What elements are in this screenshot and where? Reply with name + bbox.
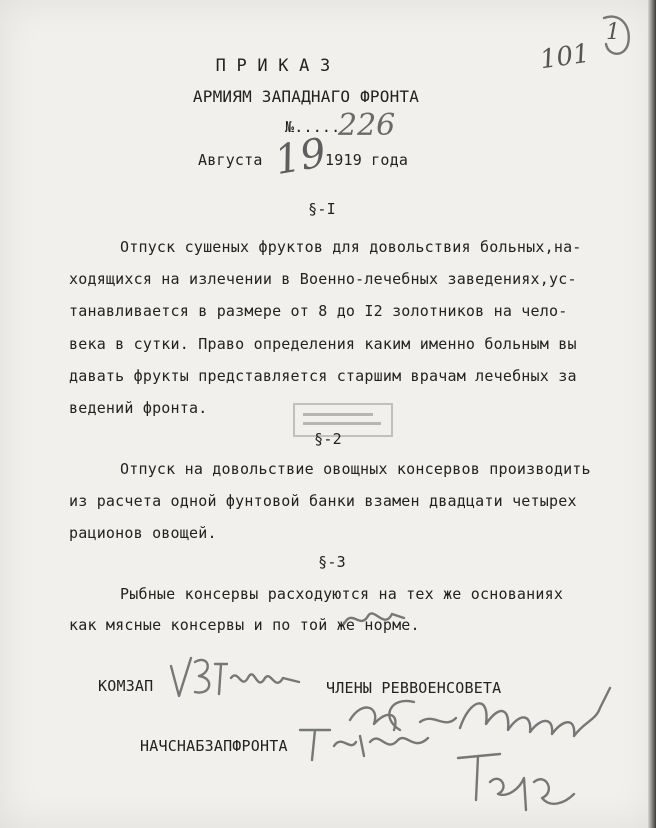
section-2-line-2: из расчета одной фунтовой банки взамен двадцати четырех	[69, 492, 577, 510]
circle-mark-icon	[600, 14, 634, 58]
signature-komzap	[165, 648, 305, 708]
signature-member-2	[360, 678, 640, 758]
order-number-handwritten: 226	[338, 108, 396, 143]
date-year: 1919 года	[325, 151, 409, 169]
section-1-heading: §-I	[308, 200, 336, 218]
section-2-line-3: рационов овощей.	[69, 524, 217, 542]
date-day-handwritten: 19	[271, 129, 330, 185]
nachsnab-label: НАЧСНАБЗАПФРОНТА	[140, 737, 288, 755]
signature-member-3	[450, 748, 590, 818]
section-1-line-5: давать фрукты представляется старшим врачам лечебных за	[69, 367, 577, 385]
section-2-line-1: Отпуск на довольствие овощных консервов производить	[120, 460, 591, 478]
section-3-line-2: как мясные консервы и по той же норме.	[69, 616, 420, 634]
handwritten-correction	[340, 604, 410, 634]
date-month: Августа	[198, 151, 263, 169]
document-title: П Р И К А З	[215, 56, 331, 76]
section-1-line-4: века в сутки. Право определения каким именно больным вы	[69, 335, 577, 353]
document-subtitle: АРМИЯМ ЗАПАДНАГО ФРОНТА	[192, 87, 420, 106]
section-1-line-3: танавливается в размере от 8 до I2 золотников на чело-	[69, 302, 568, 320]
section-1-line-2: ходящихся на излечении в Военно-лечебных заведениях,ус-	[69, 270, 577, 288]
archive-circled-number: 1	[606, 20, 620, 45]
section-3-line-1: Рыбные консервы расходуются на тех же основаниях	[120, 585, 564, 603]
section-3-heading: §-3	[318, 553, 346, 571]
section-1-line-6: ведений фронта.	[69, 399, 208, 417]
order-number-label: №.....	[285, 118, 341, 136]
section-1-line-1: Отпуск сушеных фруктов для довольствия больных,на-	[120, 238, 582, 256]
archive-sheet-number: 101	[538, 38, 592, 76]
archive-stamp	[293, 403, 393, 437]
page-edge-shadow	[648, 0, 656, 828]
komzap-label: КОМЗАП	[98, 677, 154, 695]
members-label: ЧЛЕНЫ РЕВВОЕНСОВЕТА	[326, 679, 502, 697]
section-2-heading: §-2	[314, 430, 342, 448]
